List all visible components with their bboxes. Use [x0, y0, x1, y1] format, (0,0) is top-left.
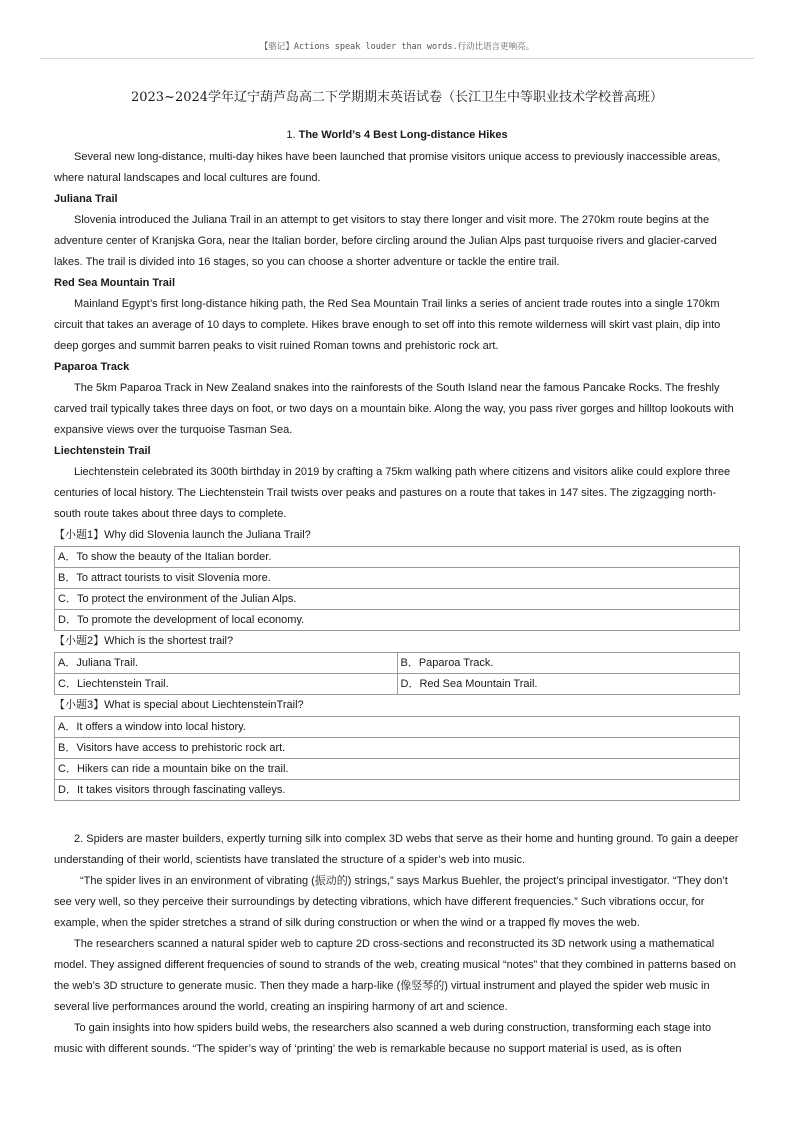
section-heading-paparoa: Paparoa Track: [54, 361, 130, 373]
question-1-stem: 【小题1】Why did Slovenia launch the Juliana Trail?: [54, 529, 311, 541]
section-text-liechtenstein: Liechtenstein celebrated its 300th birthday in 2019 by crafting a 75km walking path where citizens and visitors alike could explore three centuries of local history. The Liechtenstein Trail twists over peaks and pastures on a route that takes in 147 sites. The zigzagging north-south route takes about three days to complete.: [54, 466, 731, 520]
question-3-stem: 【小题3】What is special about LiechtensteinTrail?: [54, 699, 304, 711]
section-text-paparoa: The 5km Paparoa Track in New Zealand snakes into the rainforests of the South Island near the famous Pancake Rocks. The freshly carved trail typically takes three days on foot, or two days on a mountain bike. Along the way, you pass river gorges and hilltop lookouts with expansive views over the turquoise Tasman Sea.: [54, 382, 734, 436]
passage2-paragraph-2: “The spider lives in an environment of vibrating (振动的) strings,” says Markus Buehler, the project’s principal investigator. “They don’t see very well, so they perceive their surroundings by detecting vibrations, which have different frequencies.” Such vibrations occur, for example, when the spider stretches a strand of silk during construction or when the wind or a trapped fly moves the web.: [54, 875, 728, 929]
q3-option-d[interactable]: D．It takes visitors through fascinating valleys.: [55, 780, 740, 801]
section-heading-juliana: Juliana Trail: [54, 193, 118, 205]
question-1-options: [54, 546, 740, 631]
passage1-title: [54, 129, 740, 141]
q2-option-d[interactable]: D．Red Sea Mountain Trail.: [397, 674, 740, 695]
question-2-stem: 【小题2】Which is the shortest trail?: [54, 635, 234, 647]
exam-title: 2023~2024学年辽宁葫芦岛高二下学期期末英语试卷（长江卫生中等职业技术学校普高班）: [130, 90, 664, 105]
q1-option-b[interactable]: B．To attract tourists to visit Slovenia more.: [55, 568, 740, 589]
section-heading-red-sea: Red Sea Mountain Trail: [54, 277, 176, 289]
section-heading-liechtenstein: Liechtenstein Trail: [54, 445, 151, 457]
q2-option-b[interactable]: B．Paparoa Track.: [397, 653, 740, 674]
document-body: [54, 86, 740, 1060]
q1-option-a[interactable]: A．To show the beauty of the Italian border.: [55, 547, 740, 568]
passage-gap: [54, 801, 740, 829]
q2-option-c[interactable]: C．Liechtenstein Trail.: [55, 674, 398, 695]
section-text-red-sea: Mainland Egypt’s first long-distance hiking path, the Red Sea Mountain Trail links a series of ancient trade routes into a single 170km circuit that takes an average of 10 days to complete. Hikes brave enough to set off into this remote wilderness will skirt vast plain, dip into deep gorges and summit barren peaks to visit ruined Roman towns and prehistoric rock art.: [54, 298, 721, 352]
passage1-number: 1.: [286, 129, 296, 141]
q3-option-c[interactable]: C．Hikers can ride a mountain bike on the trail.: [55, 759, 740, 780]
q1-option-d[interactable]: D．To promote the development of local economy.: [55, 610, 740, 631]
passage1-intro: Several new long-distance, multi-day hikes have been launched that promise visitors unique access to previously inaccessible areas, where natural landscapes and local cultures are found.: [54, 151, 721, 184]
question-2-options: [54, 652, 740, 695]
q3-option-a[interactable]: A．It offers a window into local history.: [55, 717, 740, 738]
header-divider: [40, 58, 754, 59]
q2-option-a[interactable]: A．Juliana Trail.: [55, 653, 398, 674]
question-3-options: [54, 716, 740, 801]
passage2-paragraph-1: 2. Spiders are master builders, expertly turning silk into complex 3D webs that serve as their home and hunting ground. To gain a deeper understanding of their world, scientists have translated the structure of a spider’s web into music.: [54, 833, 739, 866]
q1-option-c[interactable]: C．To protect the environment of the Julian Alps.: [55, 589, 740, 610]
q3-option-b[interactable]: B．Visitors have access to prehistoric rock art.: [55, 738, 740, 759]
passage1-heading: The World’s 4 Best Long-distance Hikes: [298, 129, 508, 141]
header-motto: 【骆记】Actions speak louder than words.行动比语言更响亮。: [259, 42, 535, 52]
section-text-juliana: Slovenia introduced the Juliana Trail in an attempt to get visitors to stay there longer and visit more. The 270km route begins at the adventure center of Kranjska Gora, near the Italian border, before circling around the Julian Alps past turquoise rivers and glacier-carved lakes. The trail is divided into 16 stages, so you can choose a shorter adventure or tackle the entire trail.: [54, 214, 717, 268]
passage2-paragraph-3: The researchers scanned a natural spider web to capture 2D cross-sections and reconstructed its 3D network using a mathematical model. They assigned different frequencies of sound to strands of the web, creating musical “notes” that they combined in patterns based on the web’s 3D structure to generate music. Then they made a harp-like (像竖琴的) virtual instrument and played the spider web music in several live performances around the world, creating an inspiring harmony of art and science.: [54, 938, 736, 1013]
passage2-paragraph-4: To gain insights into how spiders build webs, the researchers also scanned a web during construction, transforming each stage into music with different sounds. “The spider’s way of ‘printing’ the web is remarkable because no support material is used, as is often: [54, 1022, 712, 1055]
